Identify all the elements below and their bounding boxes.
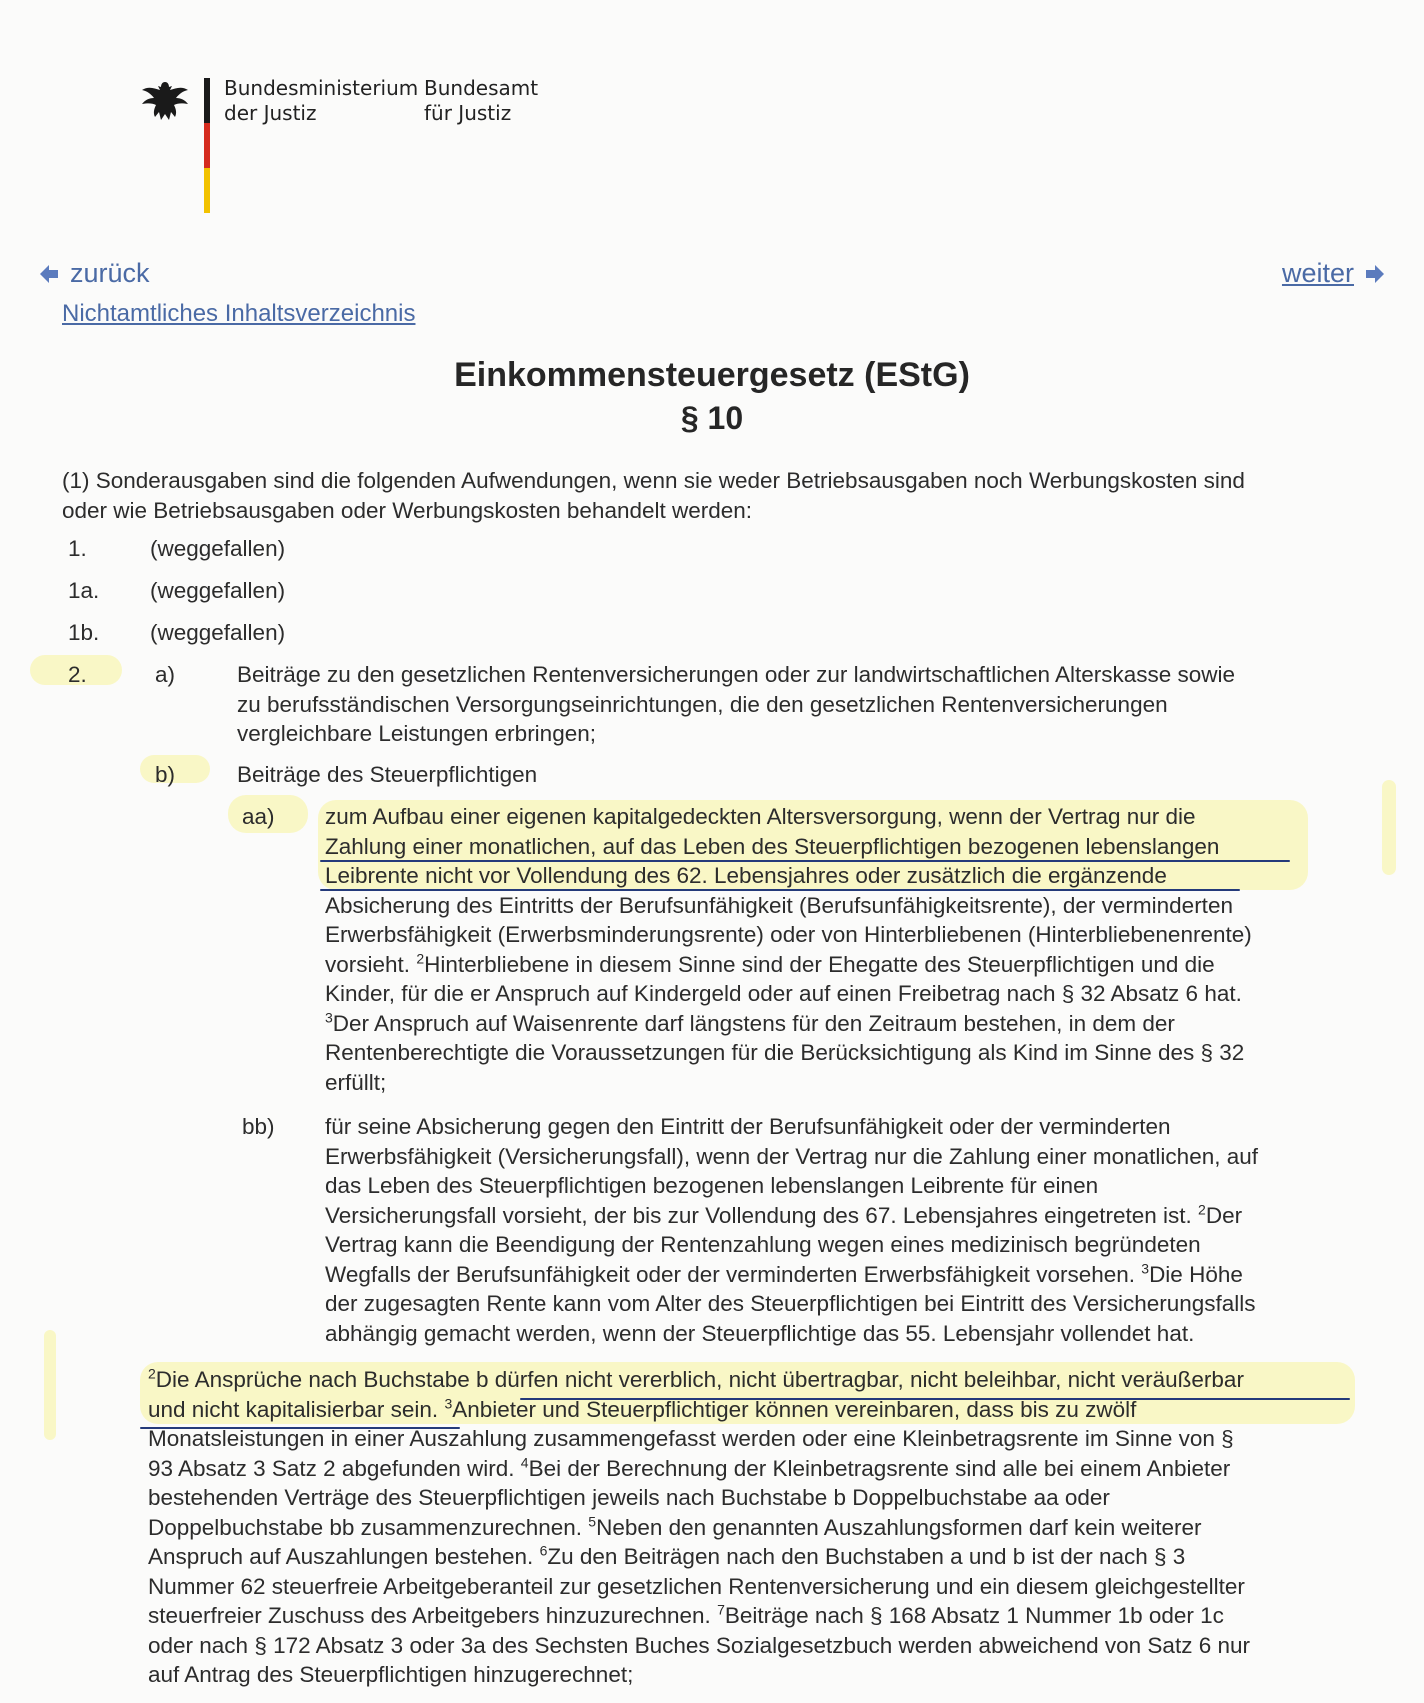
toc-link[interactable]: Nichtamtliches Inhaltsverzeichnis — [62, 300, 416, 327]
item-1b-text: (weggefallen) — [150, 620, 286, 645]
item-2b-label: b) — [155, 762, 176, 787]
item-1-text: (weggefallen) — [150, 536, 286, 561]
item-1a-number: 1a. — [68, 578, 100, 603]
next-link[interactable] — [1282, 258, 1386, 289]
section-title: § 10 — [680, 400, 744, 436]
back-link-label: zurück — [70, 258, 150, 288]
arrow-left-icon — [38, 263, 60, 285]
arrow-right-icon — [1364, 263, 1386, 285]
law-title: Einkommensteuergesetz (EStG) — [454, 356, 970, 394]
back-link[interactable] — [38, 258, 150, 289]
german-flag-bar — [204, 78, 210, 213]
highlight-mark-margin — [1382, 780, 1396, 875]
item-1a-text: (weggefallen) — [150, 578, 286, 603]
item-2a-text: Beiträge zu den gesetzlichen Rentenversicherungen oder zur landwirtschaftlichen Alterskasse sowie zu berufsständischen Versorgungseinrichtungen, die den gesetzlichen Rentenversicherungen vergleichbare Leistungen erbringen; — [237, 662, 1236, 746]
item-2b-text: Beiträge des Steuerpflichtigen — [237, 762, 538, 787]
item-aa-text: zum Aufbau einer eigenen kapitalgedeckten Altersversorgung, wenn der Vertrag nur die Zahlung einer monatlichen, auf das Leben des Steuerpflichtigen bezogenen lebenslangen Leibrente nicht vor Vollendung des 62. Lebensjahres oder zusätzlich die ergänzende Absicherung des Eintritts der Berufsunfähigkeit (Berufsunfähigkeitsrente), der verminderten Erwerbsfähigkeit (Erwerbsminderungsrente) oder von Hinterbliebenen (Hinterbliebenenrente) vorsieht. $^2$Hinterbliebene in diesem Sinne sind der Ehegatte des Steuerpflichtigen und die Kinder, für die er Anspruch auf Kindergeld oder auf einen Freibetrag nach § 32 Absatz 6 hat. $^3$Der Anspruch auf Waisenrente darf längstens für den Zeitraum bestehen, in dem der Rentenberechtigte die Voraussetzungen für die Berücksichtigung als Kind im Sinne des § 32 erfüllt; — [325, 804, 1252, 1095]
item-1b-number: 1b. — [68, 620, 100, 645]
item-1-number: 1. — [68, 536, 87, 561]
highlight-mark-left-margin — [44, 1330, 56, 1440]
item-2-number: 2. — [68, 662, 87, 687]
item-2a-label: a) — [155, 662, 176, 687]
item-bb-text: für seine Absicherung gegen den Eintritt der Berufsunfähigkeit oder der verminderten Erwerbsfähigkeit (Versicherungsfall), wenn der Vertrag nur die Zahlung einer monatlichen, auf das Leben des Steuerpflichtigen bezogenen lebenslangen Leibrente für einen Versicherungsfall vorsieht, der bis zur Vollendung des 67. Lebensjahres eingetreten ist. $^2$Der Vertrag kann die Beendigung der Rentenzahlung wegen eines medizinisch begründeten Wegfalls der Berufsunfähigkeit oder der verminderten Erwerbsfähigkeit vorsehen. $^3$Die Höhe der zugesagten Rente kann vom Alter des Steuerpflichtigen bei Eintritt des Versicherungsfalls abhängig gemacht werden, wenn der Steuerpflichtige das 55. Lebensjahr vollendet hat. — [325, 1114, 1259, 1346]
item-bb-label: bb) — [242, 1114, 275, 1139]
item-aa-label: aa) — [242, 804, 275, 829]
federal-eagle-icon — [140, 78, 190, 124]
next-link-label: weiter — [1281, 258, 1354, 288]
office-name: Bundesamt für Justiz — [424, 76, 539, 125]
final-paragraph: $^2$Die Ansprüche nach Buchstabe b dürfen nicht vererblich, nicht übertragbar, nicht beleihbar, nicht veräußerbar und nicht kapitalisierbar sein. $^3$Anbieter und Steuerpflichtiger können vereinbaren, dass bis zu zwölf Monatsleistungen in einer Auszahlung zusammengefasst werden oder eine Kleinbetragsrente im Sinne von § 93 Absatz 3 Satz 2 abgefunden wird. $^4$Bei der Berechnung der Kleinbetragsrente sind alle bei einem Anbieter bestehenden Verträge des Steuerpflichtigen jeweils nach Buchstabe b Doppelbuchstabe aa oder Doppelbuchstabe bb zusammenzurechnen. $^5$Neben den genannten Auszahlungsformen darf kein weiterer Anspruch auf Auszahlungen bestehen. $^6$Zu den Beiträgen nach den Buchstaben a und b ist der nach § 3 Nummer 62 steuerfreie Arbeitgeberanteil zur gesetzlichen Rentenversicherung und ein diesem gleichgestellter steuerfreier Zuschuss des Arbeitgebers hinzuzurechnen. $^7$Beiträge nach § 168 Absatz 1 Nummer 1b oder 1c oder nach § 172 Absatz 3 oder 3a des Sechsten Buches Sozialgesetzbuch werden abweichend von Satz 6 nur auf Antrag des Steuerpflichtigen hinzugerechnet; — [148, 1365, 1250, 1687]
intro-paragraph: (1) Sonderausgaben sind die folgenden Aufwendungen, wenn sie weder Betriebsausgaben noch Werbungskosten sind oder wie Betriebsausgaben oder Werbungskosten behandelt werden: — [62, 468, 1245, 523]
ministry-name: Bundesministerium der Justiz — [224, 76, 419, 125]
